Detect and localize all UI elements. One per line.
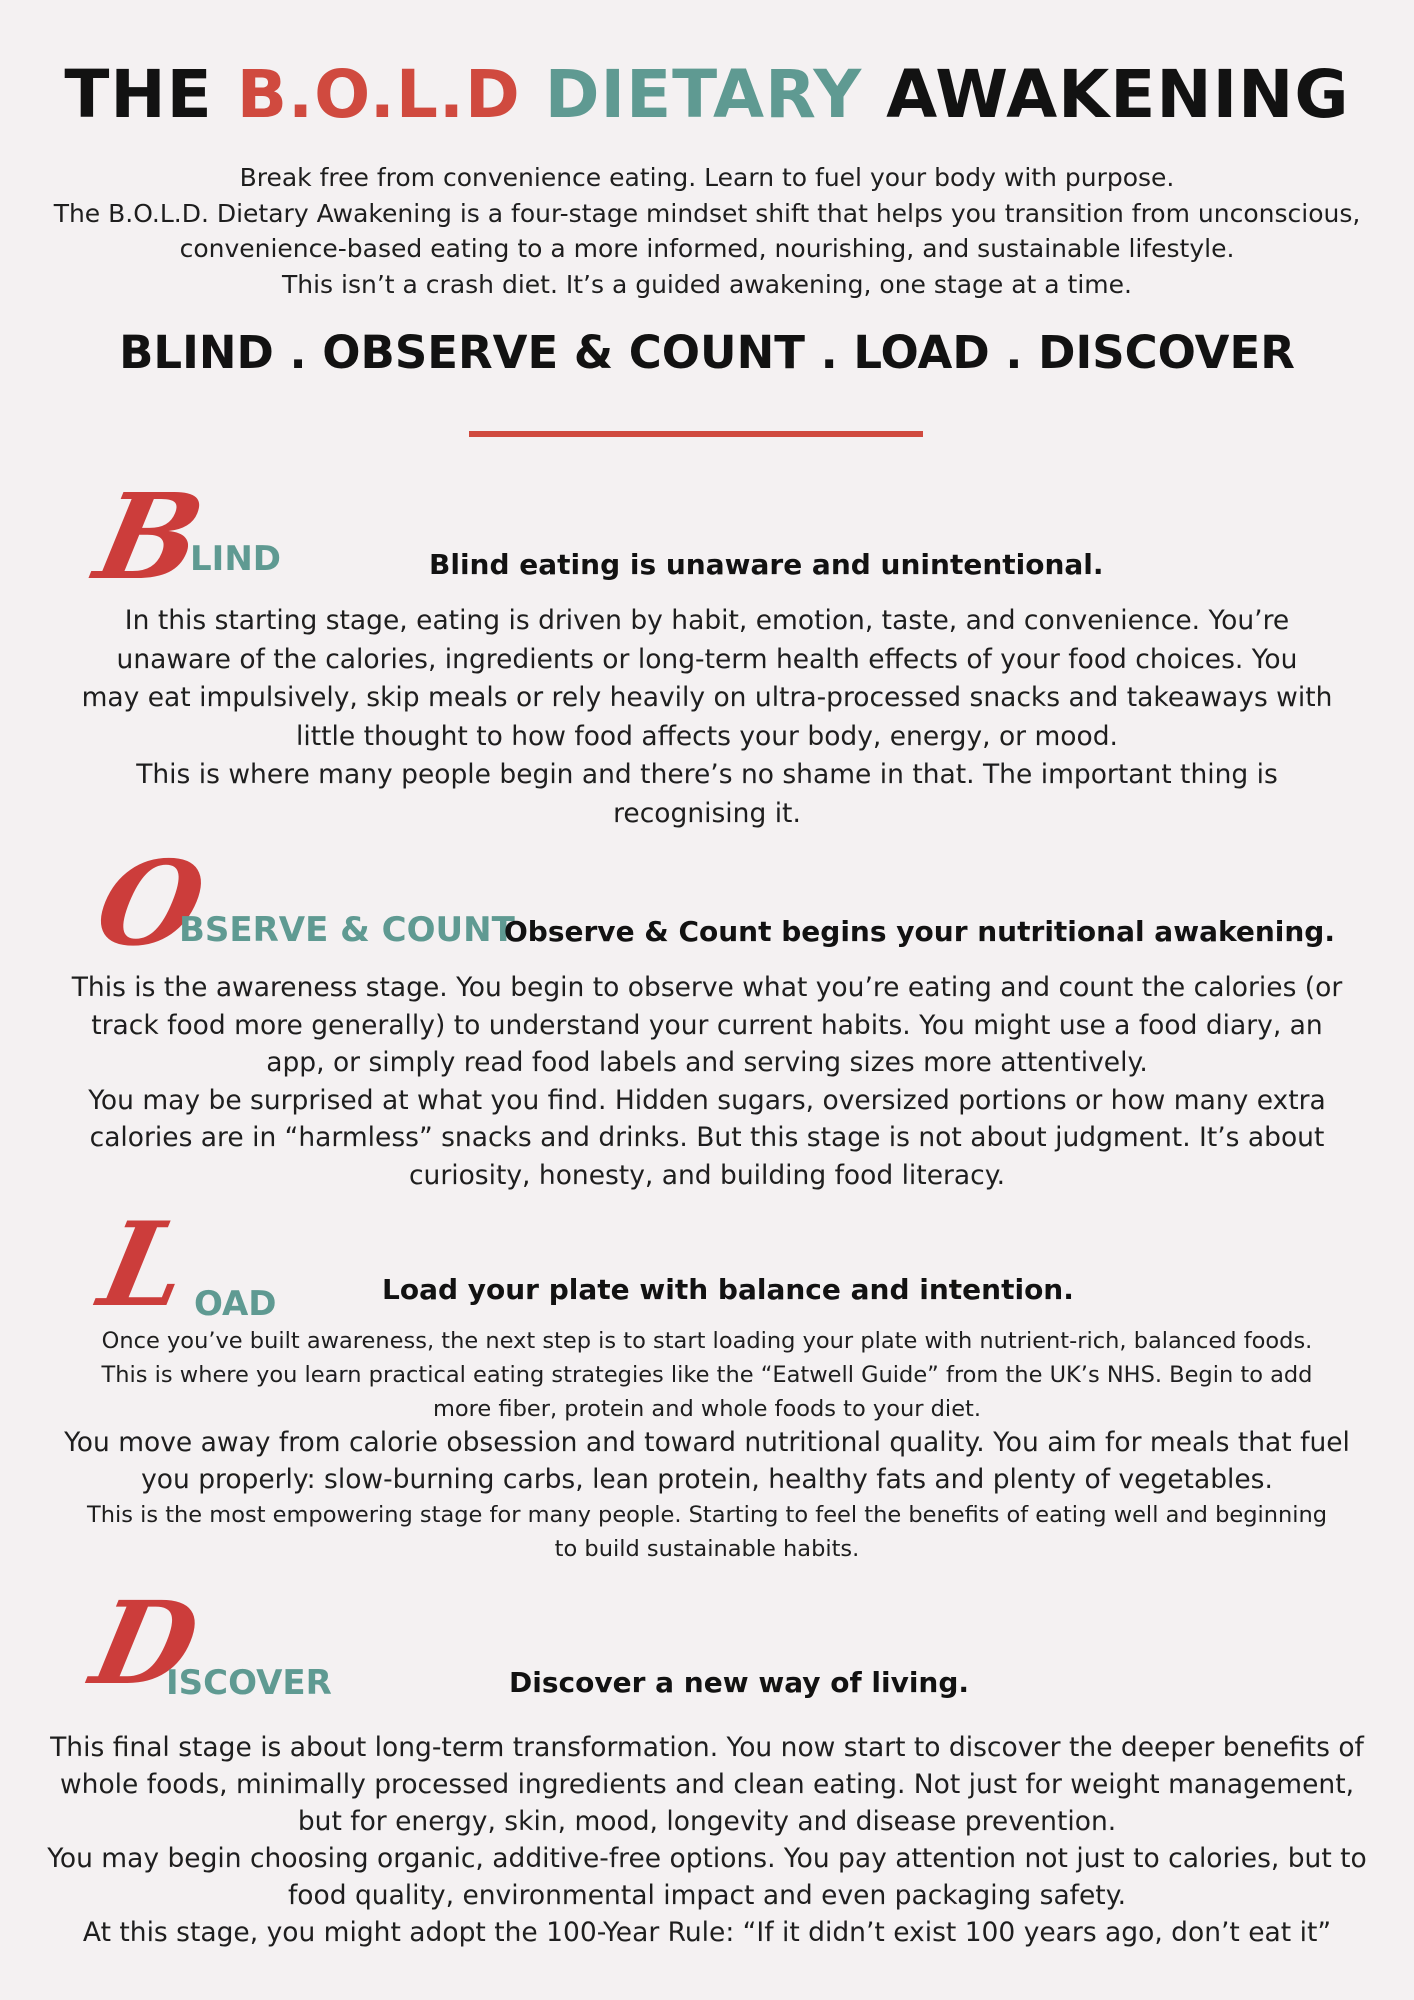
blind-headline: Blind eating is unaware and unintentional. (429, 548, 1104, 581)
title-word-bold: B.O.L.D (236, 56, 521, 133)
observe-body (0, 969, 1414, 1194)
body-line: to build sustainable habits. (554, 1536, 860, 1562)
body-line: but for energy, skin, mood, longevity and disease prevention. (297, 1806, 1117, 1837)
body-line: calories are in “harmless” snacks and drinks. But this stage is not about judgment. It’s about (89, 1122, 1325, 1153)
body-line: track food more generally) to understand your current habits. You might use a food diary, an (91, 1009, 1323, 1041)
observe-title-rest: BSERVE & COUNT (179, 910, 515, 950)
blind-title-rest: LIND (190, 539, 281, 579)
load-body-part-a (0, 1324, 1414, 1426)
body-line: This is where many people begin and there’s no shame in that. The important thing is (136, 759, 1278, 790)
body-line: In this starting stage, eating is driven by habit, emotion, taste, and convenience. You’re (124, 605, 1290, 636)
divider-line (469, 431, 923, 437)
body-line: You may be surprised at what you find. Hidden sugars, oversized portions or how many extra (88, 1084, 1326, 1116)
body-line: Once you’ve built awareness, the next step is to start loading your plate with nutrient-rich, balanced foods. (101, 1328, 1313, 1354)
intro-line: Break free from convenience eating. Learn to fuel your body with purpose. (239, 163, 1175, 192)
intro-text (10, 160, 1404, 302)
intro-line: The B.O.L.D. Dietary Awakening is a four-stage mindset shift that helps you transition from unconscious, (53, 198, 1361, 228)
body-line: food quality, environmental impact and even packaging safety. (287, 1880, 1127, 1911)
load-title-rest: OAD (194, 1284, 277, 1324)
load-body-part-c (0, 1498, 1414, 1566)
discover-body (0, 1729, 1414, 1951)
body-line: You move away from calorie obsession and toward nutritional quality. You aim for meals that fuel (64, 1427, 1350, 1458)
observe-headline: Observe & Count begins your nutritional awakening. (504, 915, 1335, 948)
discover-headline: Discover a new way of living. (509, 1666, 970, 1699)
load-initial-letter: L (89, 1197, 201, 1333)
body-line: you properly: slow-burning carbs, lean protein, healthy fats and plenty of vegetables. (141, 1464, 1273, 1495)
load-body-part-b (0, 1424, 1414, 1498)
body-line: This final stage is about long-term transformation. You now start to discover the deeper benefits of (50, 1732, 1364, 1763)
discover-initial-letter: D (81, 1576, 210, 1710)
intro-line: convenience-based eating to a more informed, nourishing, and sustainable lifestyle. (179, 234, 1235, 263)
body-line: This is the awareness stage. You begin to observe what you’re eating and count the calories (or (71, 972, 1343, 1003)
blind-initial-letter: B (85, 467, 215, 606)
observe-initial-letter: O (85, 836, 216, 972)
body-line: You may begin choosing organic, additive-free options. You pay attention not just to calories, but to (47, 1843, 1367, 1874)
body-line: may eat impulsively, skip meals or rely heavily on ultra-processed snacks and takeaways with (81, 682, 1333, 713)
blind-body (0, 602, 1414, 833)
body-line: app, or simply read food labels and serving sizes more attentively. (266, 1047, 1148, 1078)
body-line: little thought to how food affects your body, energy, or mood. (296, 720, 1118, 752)
stages-heading: BLIND . OBSERVE & COUNT . LOAD . DISCOVER (119, 326, 1295, 379)
body-line: curiosity, honesty, and building food literacy. (408, 1159, 1006, 1191)
body-line: At this stage, you might adopt the 100-Year Rule: “If it didn’t exist 100 years ago, don’t eat it” (82, 1917, 1332, 1948)
title-word-the: THE (64, 56, 213, 133)
body-line: This is where you learn practical eating strategies like the “Eatwell Guide” from the UK’s NHS. Begin to add (101, 1362, 1313, 1388)
load-headline: Load your plate with balance and intention. (382, 1273, 1074, 1306)
title-word-awakening: AWAKENING (886, 56, 1350, 133)
body-line: unaware of the calories, ingredients or long-term health effects of your food choices. You (116, 643, 1298, 675)
body-line: whole foods, minimally processed ingredients and clean eating. Not just for weight management, (59, 1769, 1355, 1800)
title-word-dietary: DIETARY (544, 56, 863, 133)
intro-line: This isn’t a crash diet. It’s a guided awakening, one stage at a time. (282, 269, 1132, 299)
body-line: more fiber, protein and whole foods to your diet. (432, 1396, 982, 1422)
body-line: This is the most empowering stage for many people. Starting to feel the benefits of eating well and beginning (86, 1502, 1328, 1528)
discover-title-rest: ISCOVER (166, 1663, 332, 1703)
body-line: recognising it. (613, 797, 801, 829)
page-title (0, 50, 1414, 140)
